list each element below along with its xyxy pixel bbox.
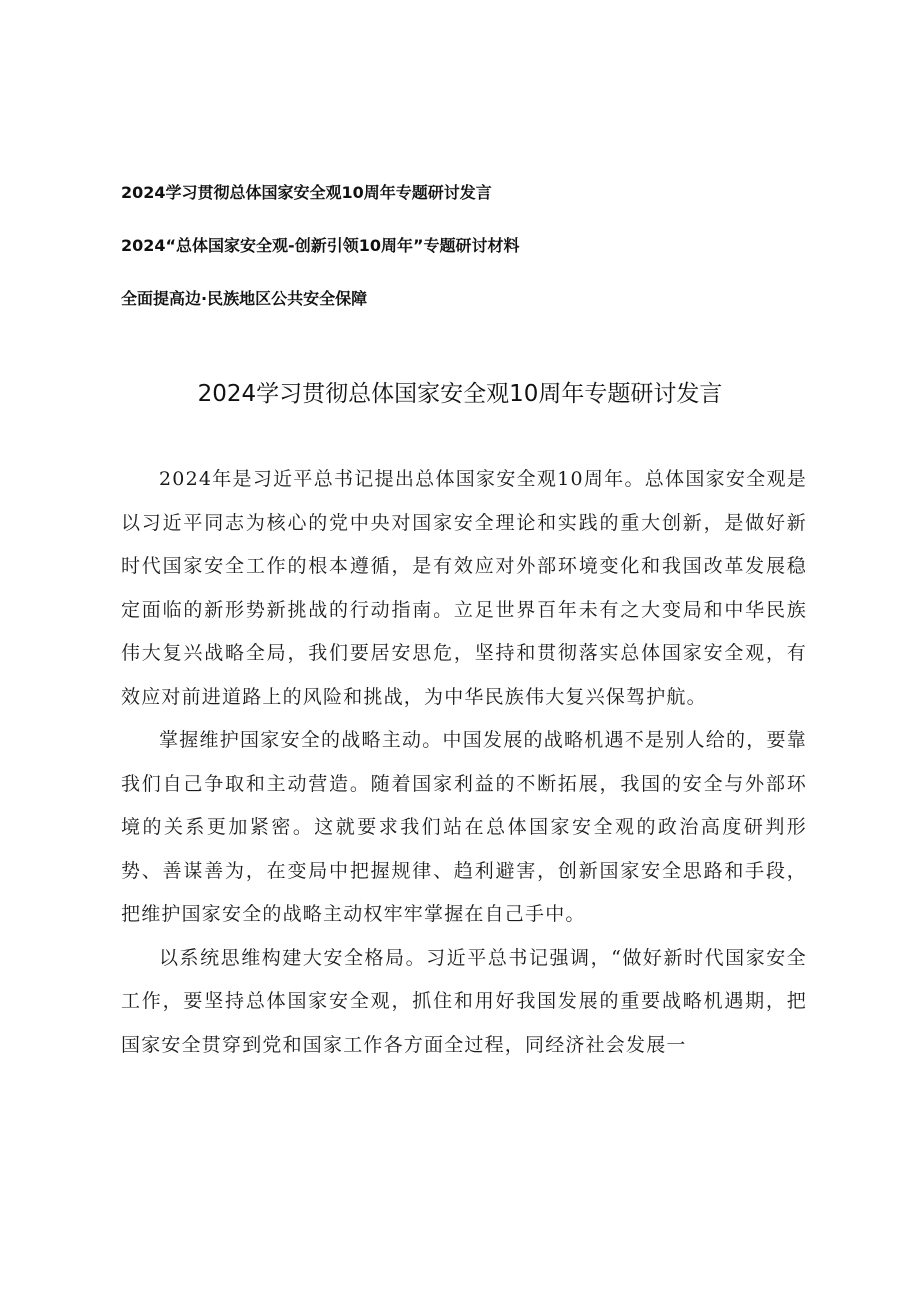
body-paragraph: 掌握维护国家安全的战略主动。中国发展的战略机遇不是别人给的，要靠我们自己争取和主动营造。随着国家利益的不断拓展，我国的安全与外部环境的关系更加紧密。这就要求我们站在总体国家安全观的政治高度研判形势、善谋善为，在变局中把握规律、趋利避害，创新国家安全思路和手段，把维护国家安全的战略主动权牢牢掌握在自己手中。: [121, 729, 807, 925]
body-paragraph: 以系统思维构建大安全格局。习近平总书记强调，“做好新时代国家安全工作，要坚持总体国家安全观，抓住和用好我国发展的重要战略机遇期，把国家安全贯穿到党和国家工作各方面全过程，同经济社会发展一: [121, 946, 807, 1056]
toc-item: 全面提高边·民族地区公共安全保障: [121, 289, 368, 308]
document-title: 2024学习贯彻总体国家安全观10周年专题研讨发言: [197, 381, 723, 407]
toc-item: 2024学习贯彻总体国家安全观10周年专题研讨发言: [121, 183, 492, 202]
table-of-contents: [121, 182, 821, 310]
body-paragraph: 2024年是习近平总书记提出总体国家安全观10周年。总体国家安全观是以习近平同志为核心的党中央对国家安全理论和实践的重大创新，是做好新时代国家安全工作的根本遵循，是有效应对外部环境变化和我国改革发展稳定面临的新形势新挑战的行动指南。立足世界百年未有之大变局和中华民族伟大复兴战略全局，我们要居安思危，坚持和贯彻落实总体国家安全观，有效应对前进道路上的风险和挑战，为中华民族伟大复兴保驾护航。: [121, 468, 807, 708]
document-body: [121, 458, 807, 1067]
toc-item: 2024“总体国家安全观-创新引领10周年”专题研讨材料: [121, 236, 520, 255]
